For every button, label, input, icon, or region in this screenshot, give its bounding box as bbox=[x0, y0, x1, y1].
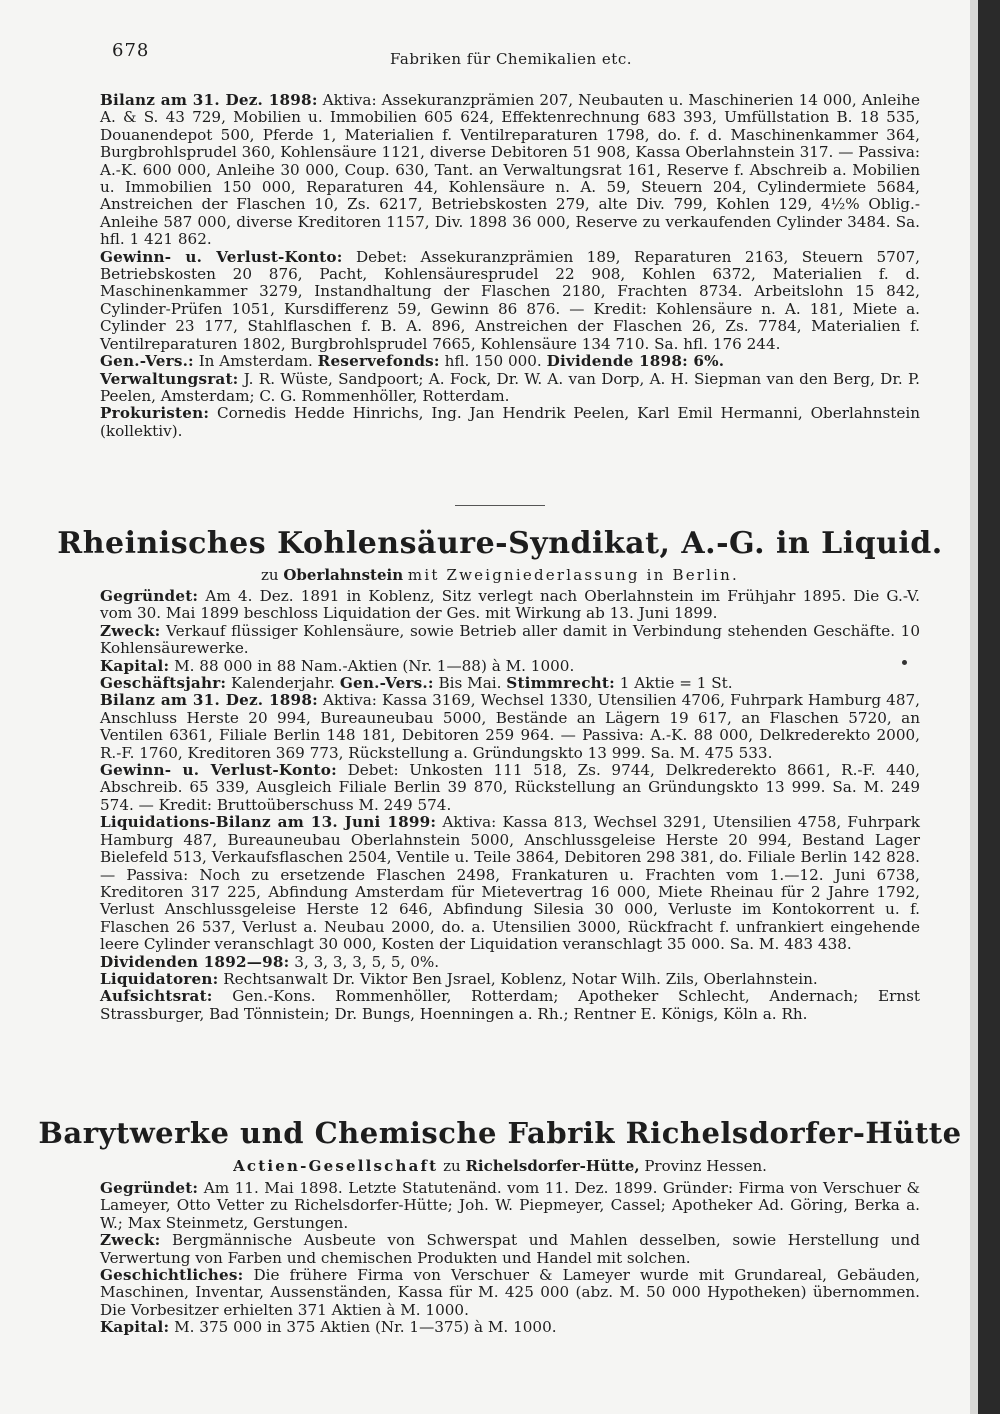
section2-body bbox=[100, 588, 920, 1023]
stimm-text: 1 Aktie = 1 St. bbox=[619, 674, 733, 693]
div-text: 3, 3, 3, 3, 5, 5, 0%. bbox=[294, 952, 440, 971]
sub3-prefix: zu bbox=[443, 1157, 461, 1175]
prok-label: Prokuristen: bbox=[100, 404, 210, 423]
running-head: Fabriken für Chemikalien etc. bbox=[390, 50, 632, 68]
geschaeftsjahr-paragraph bbox=[100, 675, 920, 692]
bilanz-label: Bilanz am 31. Dez. 1898: bbox=[100, 91, 318, 109]
verwaltungsrat-paragraph bbox=[100, 371, 920, 406]
prokuristen-paragraph bbox=[100, 405, 920, 440]
gv2-label: Gen.-Vers.: bbox=[339, 674, 434, 693]
gv2-text: Bis Mai. bbox=[438, 674, 502, 693]
page-edge-shadow bbox=[970, 0, 978, 1414]
sub3-place: Richelsdorfer-Hütte, bbox=[465, 1157, 640, 1175]
book-spine-edge bbox=[978, 0, 1000, 1414]
gegr-label: Gegründet: bbox=[100, 587, 199, 605]
dividende-label: Dividende 1898: 6%. bbox=[546, 352, 725, 371]
bilanz2-label: Bilanz am 31. Dez. 1898: bbox=[100, 691, 318, 710]
sub-suffix: mit Zweigniederlassung in Berlin. bbox=[407, 566, 739, 584]
dividenden-paragraph bbox=[100, 954, 920, 971]
genvers-label: Gen.-Vers.: bbox=[100, 352, 194, 371]
gewinn-verlust-paragraph bbox=[100, 249, 920, 353]
gegr3-label: Gegründet: bbox=[100, 1179, 199, 1197]
zweck-paragraph bbox=[100, 623, 920, 658]
genvers-text: In Amsterdam. bbox=[198, 352, 313, 371]
stimm-label: Stimmrecht: bbox=[506, 674, 615, 693]
bilanz-text: Aktiva: Assekuranzprämien 207, Neubauten u. Maschinerien 14 000, Anleihe A. & S. 43 729, Mobilien u. Immobilien 605 624, Effektenrechnung 683 393, Umfüllstation B. 18 535, Douanendepot 500, Pferde 1, Materialien f. Ventilreparaturen 1798, do. f. d. Maschinenkammer 364, Burgbrohlsprudel 360, Kohlensäure 1121, diverse Debitoren 51 908, Kassa Oberlahnstein 317. — Passiva: A.-K. 600 000, Anleihe 30 000, Coup. 630, Tant. an Verwaltungsrat 161, Reserve f. Abschreib a. Mobilien u. Immobilien 150 000, Reparaturen 44, Kohlensäure n. A. 59, Steuern 204, Cylindermiete 5684, Anstreichen der Flaschen 10, Zs. 6217, Betriebskosten 279, alte Div. 799, Kohlen 129, 4½% Oblig.-Anleihe 587 000, diverse Kreditoren 1157, Div. 1898 36 000, Reserve zu verkaufenden Cylinder 3484. Sa. hfl. 1 421 862. bbox=[100, 91, 921, 249]
zweck-text: Verkauf flüssiger Kohlensäure, sowie Betrieb aller damit in Verbindung stehenden Geschäfte. 10 Kohlensäurewerke. bbox=[100, 621, 920, 658]
zweck3-paragraph bbox=[100, 1232, 920, 1267]
liqui-text: Rechtsanwalt Dr. Viktor Ben Jsrael, Koblenz, Notar Wilh. Zils, Oberlahnstein. bbox=[223, 969, 818, 988]
kapital-paragraph bbox=[100, 658, 920, 675]
gegr3-text: Am 11. Mai 1898. Letzte Statutenänd. vom 11. Dez. 1899. Gründer: Firma von Verschuer & Lameyer, Otto Vetter zu Richelsdorfer-Hütte; Joh. W. Piepmeyer, Cassel; Apotheker Ad. Göring, Berka a. W.; Max Steinmetz, Gerstungen. bbox=[100, 1179, 920, 1232]
genvers-reserve-dividende-paragraph bbox=[100, 353, 920, 370]
section3-body bbox=[100, 1180, 920, 1337]
gegruendet3-paragraph bbox=[100, 1180, 920, 1232]
vr-label: Verwaltungsrat: bbox=[100, 369, 239, 388]
zweck3-text: Bergmännische Ausbeute von Schwerspat und Mahlen desselben, sowie Herstellung und Verwertung von Farben und chemischen Produkten und Handel mit solchen. bbox=[100, 1231, 920, 1267]
gj-text: Kalenderjahr. bbox=[231, 674, 335, 693]
reserve-label: Reservefonds: bbox=[317, 352, 440, 371]
reserve-text: hfl. 150 000. bbox=[444, 352, 542, 371]
liquidatoren-paragraph bbox=[100, 971, 920, 988]
gegr-text: Am 4. Dez. 1891 in Koblenz, Sitz verlegt nach Oberlahnstein im Frühjahr 1895. Die G.-V. vom 30. Mai 1899 beschloss Liquidation der Ges. mit Wirkung ab 13. Juni 1899. bbox=[100, 587, 921, 623]
section-divider-1 bbox=[455, 505, 545, 506]
gv2b-text: Debet: Unkosten 111 518, Zs. 9744, Delkrederekto 8661, R.-F. 440, Abschreib. 65 339, Ausgleich Filiale Berlin 39 870, Rückstellung an Gründungskto 13 999. Sa. M. 249 574. — Kredit: Bruttoüberschuss M. 249 574. bbox=[100, 761, 921, 814]
kapital-text: M. 88 000 in 88 Nam.-Aktien (Nr. 1—88) à M. 1000. bbox=[174, 656, 575, 675]
vr-text: J. R. Wüste, Sandpoort; A. Fock, Dr. W. A. van Dorp, A. H. Siepman van den Berg, Dr. P. Peelen, Amsterdam; C. G. Rommenhöller, Rotterdam. bbox=[100, 369, 920, 405]
liquidations-bilanz-paragraph bbox=[100, 814, 920, 953]
company-subline-barytwerke bbox=[0, 1157, 1000, 1175]
bilanz2-paragraph bbox=[100, 692, 920, 762]
bilanz-1898-paragraph bbox=[100, 92, 920, 249]
sub-place: Oberlahnstein bbox=[283, 566, 404, 584]
geschichtliches-paragraph bbox=[100, 1267, 920, 1319]
prok-text: Cornedis Hedde Hinrichs, Ing. Jan Hendrik Peelen, Karl Emil Hermanni, Oberlahnstein (kollektiv). bbox=[100, 404, 921, 440]
liq-text: Aktiva: Kassa 813, Wechsel 3291, Utensilien 4758, Fuhrpark Hamburg 487, Bureauneubau Oberlahnstein 5000, Anschlussgeleise Herste 20 994, Bestand Lager Bielefeld 513, Verkaufsflaschen 2504, Ventile u. Teile 3864, Debitoren 298 381, do. Filiale Berlin 142 828. — Passiva: Noch zu ersetzende Flaschen 2498, Frankaturen u. Frachten vom 1.—12. Juni 6738, Kreditoren 317 225, Abfindung Amsterdam für Mietevertrag 16 000, Miete Rheinau für 2 Jahre 1792, Verlust Anschlussgeleise Herste 12 646, Abfindung Silesia 30 000, Verluste im Kontokorrent u. f. Flaschen 26 537, Verlust a. Neubau 2000, do. a. Utensilien 3000, Rückfracht f. unfrankiert eingehende leere Cylinder veranschlagt 30 000, Kosten der Liquidation veranschlagt 35 000. Sa. M. 483 438. bbox=[100, 813, 921, 954]
bilanz2-text: Aktiva: Kassa 3169, Wechsel 1330, Utensilien 4706, Fuhrpark Hamburg 487, Anschluss Herste 20 994, Bureauneubau 5000, Bestände an Lägern 19 617, an Flaschen 5720, an Ventilen 6361, Filiale Berlin 148 181, Debitoren 259 964. — Passiva: A.-K. 88 000, Delkrederekto 2000, R.-F. 1760, Kreditoren 369 773, Rückstellung a. Gründungskto 13 999. Sa. M. 475 533. bbox=[100, 691, 920, 762]
gj-label: Geschäftsjahr: bbox=[100, 674, 227, 693]
gewinn-verlust2-paragraph bbox=[100, 762, 920, 814]
zweck3-label: Zweck: bbox=[100, 1231, 161, 1250]
company-subline-kohlensaeure bbox=[0, 566, 1000, 584]
gv-label: Gewinn- u. Verlust-Konto: bbox=[100, 247, 343, 266]
company-title-barytwerke: Barytwerke und Chemische Fabrik Richelsdorfer-Hütte bbox=[38, 1116, 962, 1150]
gv2b-label: Gewinn- u. Verlust-Konto: bbox=[100, 761, 337, 780]
sub-prefix: zu bbox=[261, 566, 279, 584]
kapital-label: Kapital: bbox=[100, 656, 170, 675]
gv-text: Debet: Assekuranzprämien 189, Reparaturen 2163, Steuern 5707, Betriebskosten 20 876, Pacht, Kohlensäuresprudel 22 908, Kohlen 6372, Materialien f. d. Maschinenkammer 3279, Instandhaltung der Flaschen 2180, Frachten 8734. Arbeitslohn 15 842, Cylinder-Prüfen 1051, Kursdifferenz 59, Gewinn 86 876. — Kredit: Kohlensäure n. A. 181, Miete a. Cylinder 23 177, Stahlflaschen f. B. A. 896, Anstreichen der Flaschen 26, Zs. 7784, Materialien f. Ventilreparaturen 1802, Burgbrohlsprudel 7665, Kohlensäure 134 710. Sa. hfl. 176 244. bbox=[100, 247, 920, 353]
kapital3-label: Kapital: bbox=[100, 1318, 170, 1337]
gegruendet-paragraph bbox=[100, 588, 920, 623]
sub3-suffix: Provinz Hessen. bbox=[644, 1157, 767, 1175]
ar-label: Aufsichtsrat: bbox=[100, 987, 213, 1006]
zweck-label: Zweck: bbox=[100, 621, 161, 640]
kapital3-paragraph bbox=[100, 1319, 920, 1336]
aufsichtsrat-paragraph bbox=[100, 988, 920, 1023]
liqui-label: Liquidatoren: bbox=[100, 969, 219, 988]
ar-text: Gen.-Kons. Rommenhöller, Rotterdam; Apotheker Schlecht, Andernach; Ernst Strassburger, Bad Tönnistein; Dr. Bungs, Hoenningen a. Rh.; Rentner E. Königs, Köln a. Rh. bbox=[100, 987, 921, 1023]
gesch-label: Geschichtliches: bbox=[100, 1266, 244, 1285]
liq-label: Liquidations-Bilanz am 13. Juni 1899: bbox=[100, 813, 437, 832]
stray-dot-mark bbox=[902, 660, 907, 665]
company-title-kohlensaeure: Rheinisches Kohlensäure-Syndikat, A.-G. in Liquid. bbox=[57, 526, 943, 561]
page-number: 678 bbox=[112, 40, 150, 61]
section1-body bbox=[100, 92, 920, 440]
kapital3-text: M. 375 000 in 375 Aktien (Nr. 1—375) à M. 1000. bbox=[174, 1318, 557, 1337]
sub-company: Actien-Gesellschaft bbox=[233, 1157, 439, 1175]
gesch-text: Die frühere Firma von Verschuer & Lameyer wurde mit Grundareal, Gebäuden, Maschinen, Inventar, Aussenständen, Kassa für M. 425 000 (abz. M. 50 000 Hypotheken) übernommen. Die Vorbesitzer erhielten 371 Aktien à M. 1000. bbox=[100, 1266, 921, 1319]
div-label: Dividenden 1892—98: bbox=[100, 952, 290, 971]
